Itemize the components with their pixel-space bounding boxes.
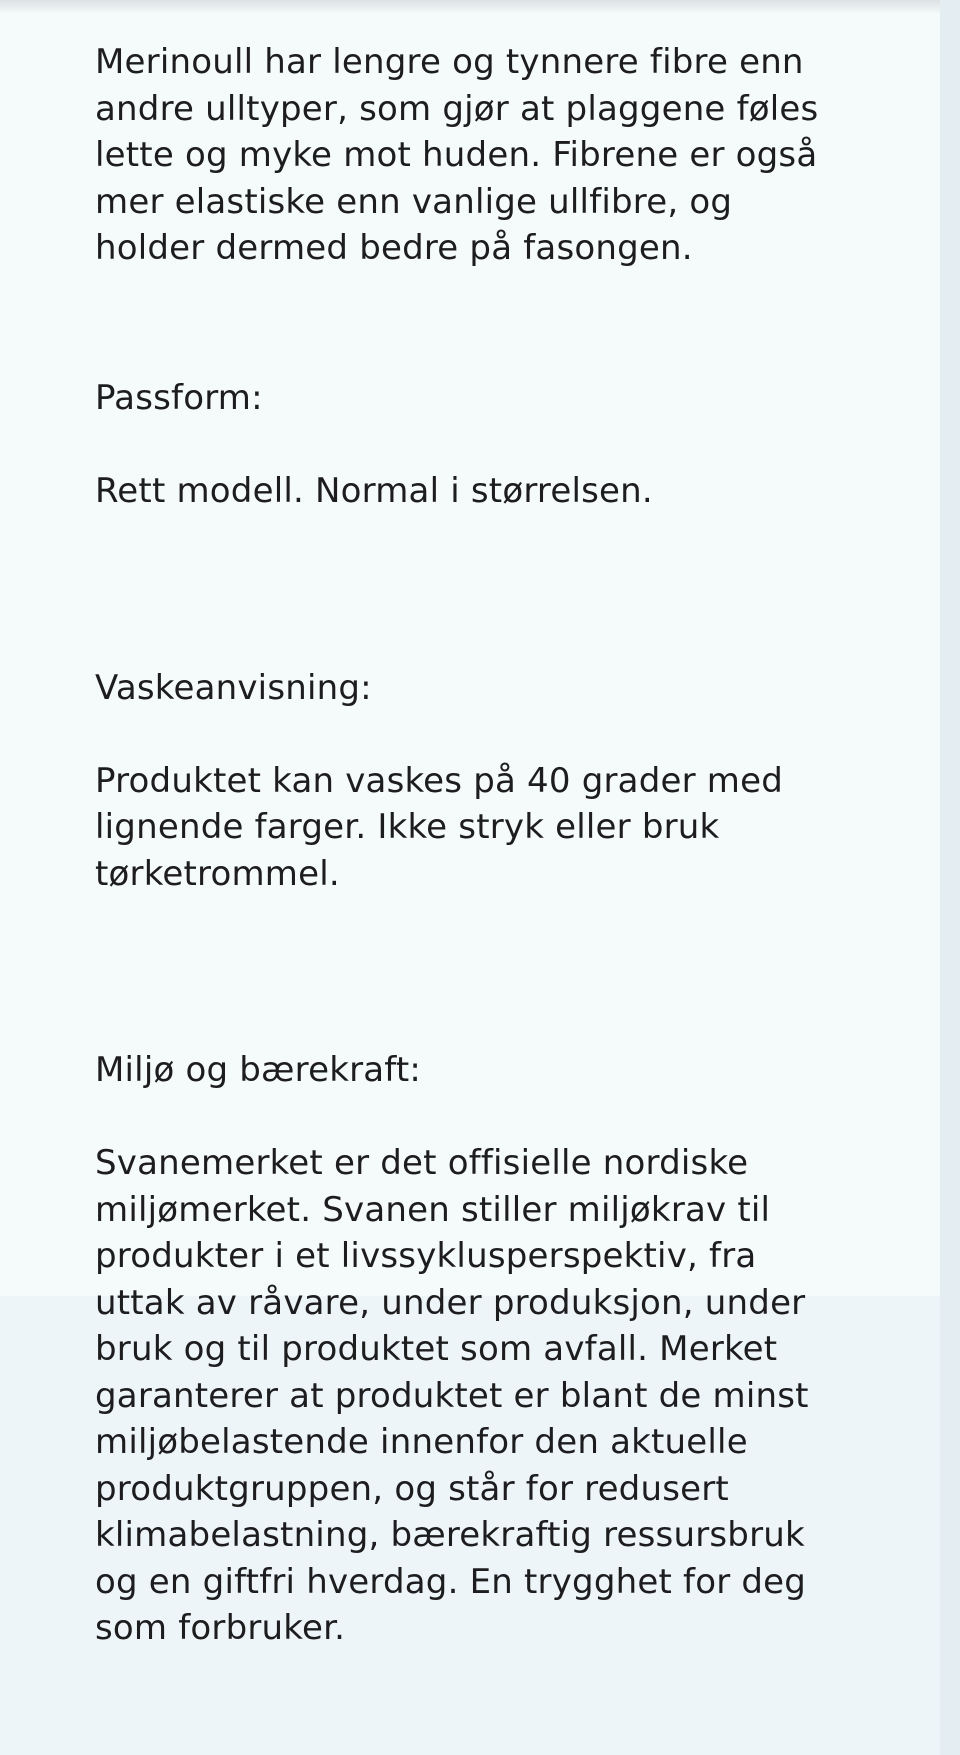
- section-heading: Miljø og bærekraft:: [95, 1050, 422, 1090]
- section-heading: Vaskeanvisning:: [95, 667, 372, 708]
- section-body: Rett modell. Normal i størrelsen.: [95, 471, 653, 511]
- section-miljo: [95, 1001, 895, 1699]
- intro-paragraph: Merinoull har lengre og tynnere fibre enn andre ulltyper, som gjør at plaggene føles lette og myke mot huden. Fibrene er også mer elastiske enn vanlige ullfibre, og holder dermed bedre på fasongen.: [95, 42, 819, 268]
- scroll-edge: [940, 0, 960, 1755]
- section-body: Produktet kan vaskes på 40 grader med lignende farger. Ikke stryk eller bruk tørketrommel.: [95, 760, 784, 894]
- section-body: Svanemerket er det offisielle nordiske miljømerket. Svanen stiller miljøkrav til produkter i et livssyklusperspektiv, fra uttak av råvare, under produksjon, under bruk og til produktet som avfall. Merket garanterer at produktet er blant de minst miljøbelastende innenfor den aktuelle produktgruppen, og står for redusert klimabelastning, bærekraftig ressursbruk og en giftfri hverdag. En trygghet for deg som forbruker.: [95, 1143, 809, 1648]
- section-vaskeanvisning: [95, 618, 895, 944]
- product-description: [95, 39, 895, 1755]
- section-passform: [95, 329, 895, 562]
- header-shadow: [0, 0, 940, 14]
- section-heading: Passform:: [95, 378, 263, 418]
